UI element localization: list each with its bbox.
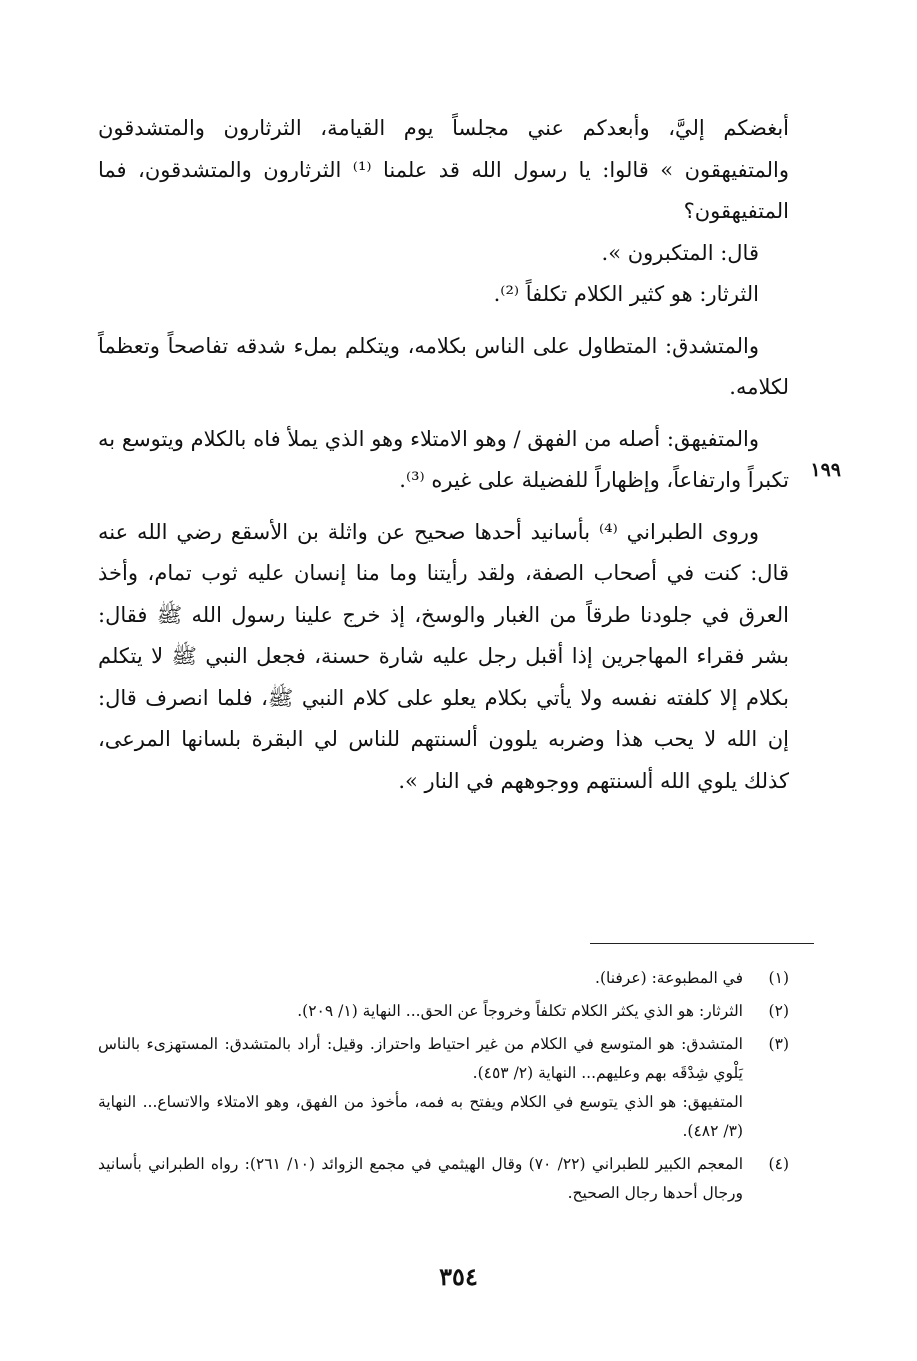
- footnote-text: المتشدق: هو المتوسع في الكلام من غير احتياط واحتراز. وقيل: أراد بالمتشدق: المستهزىء بالناس يَلْوي شِدْقَه بهم وعليهم... النهاية (٢/ ٤٥٣).: [98, 1035, 743, 1082]
- page-number: ٣٥٤: [439, 1262, 478, 1291]
- footnote-number: (١): [768, 969, 789, 987]
- paragraph-1: أبغضكم إليَّ، وأبعدكم عني مجلساً يوم القيامة، الثرثارون والمتشدقون والمتفيهقون » قالوا: يا رسول الله قد علمنا ⁽¹⁾ الثرثارون والمتشدقون، فما المتفيهقون؟: [98, 116, 790, 223]
- margin-page-reference: ١٩٩: [810, 459, 841, 481]
- footnote-text: في المطبوعة: (عرفنا).: [595, 969, 743, 987]
- footnotes: [98, 964, 789, 1212]
- paragraph-4: والمتشدق: المتطاول على الناس بكلامه، ويتكلم بملء شدقه تفاصحاً وتعظماً لكلامه.: [98, 333, 789, 399]
- footnote-3: [98, 1030, 789, 1146]
- footnote-text: المعجم الكبير للطبراني (٢٢/ ٧٠) وقال الهيثمي في مجمع الزوائد (١٠/ ٢٦١): رواه الطبراني بأسانيد ورجال أحدها رجال الصحيح.: [98, 1155, 743, 1202]
- footnote-number: (٢): [768, 1002, 789, 1020]
- paragraph-3: الثرثار: هو كثير الكلام تكلفاً ⁽²⁾.: [493, 282, 759, 306]
- footnote-number: (٣): [768, 1035, 789, 1053]
- footnote-divider: [590, 943, 814, 944]
- footnote-2: [98, 997, 789, 1026]
- footnote-continuation: المتفيهق: هو الذي يتوسع في الكلام ويفتح به فمه، مأخوذ من الفهق، وهو الامتلاء والاتساع... النهاية (٣/ ٤٨٢).: [98, 1093, 743, 1140]
- paragraph-2: قال: المتكبرون ».: [601, 240, 759, 265]
- paragraph-6: وروى الطبراني ⁽⁴⁾ بأسانيد أحدها صحيح عن واثلة بن الأسقع رضي الله عنه قال: كنت في أصحاب الصفة، ولقد رأيتنا وما منا إنسان عليه ثوب تمام، وأخذ العرق في جلودنا طرقاً من الغبار والوسخ، إذ خرج علينا رسول الله ﷺ فقال: بشر فقراء المهاجرين إذا أقبل رجل عليه شارة حسنة، فجعل النبي ﷺ لا يتكلم بكلام إلا كلفته نفسه ولا يأتي بكلام يعلو على كلام النبي ﷺ، فلما انصرف قال: إن الله لا يحب هذا وضربه يلوون ألسنتهم للناس لي البقرة بلسانها المرعى، كذلك يلوي الله ألسنتهم ووجوههم في النار ».: [98, 519, 789, 793]
- main-text: [98, 108, 789, 802]
- footnote-number: (٤): [768, 1155, 789, 1173]
- footnote-text: الثرثار: هو الذي يكثر الكلام تكلفاً وخروجاً عن الحق... النهاية (١/ ٢٠٩).: [297, 1002, 743, 1020]
- paragraph-5: والمتفيهق: أصله من الفهق / وهو الامتلاء وهو الذي يملأ فاه بالكلام ويتوسع به تكبراً وارتفاعاً، وإظهاراً للفضيلة على غيره ⁽³⁾.: [98, 426, 789, 492]
- footnote-1: [98, 964, 789, 993]
- footnote-4: [98, 1150, 789, 1208]
